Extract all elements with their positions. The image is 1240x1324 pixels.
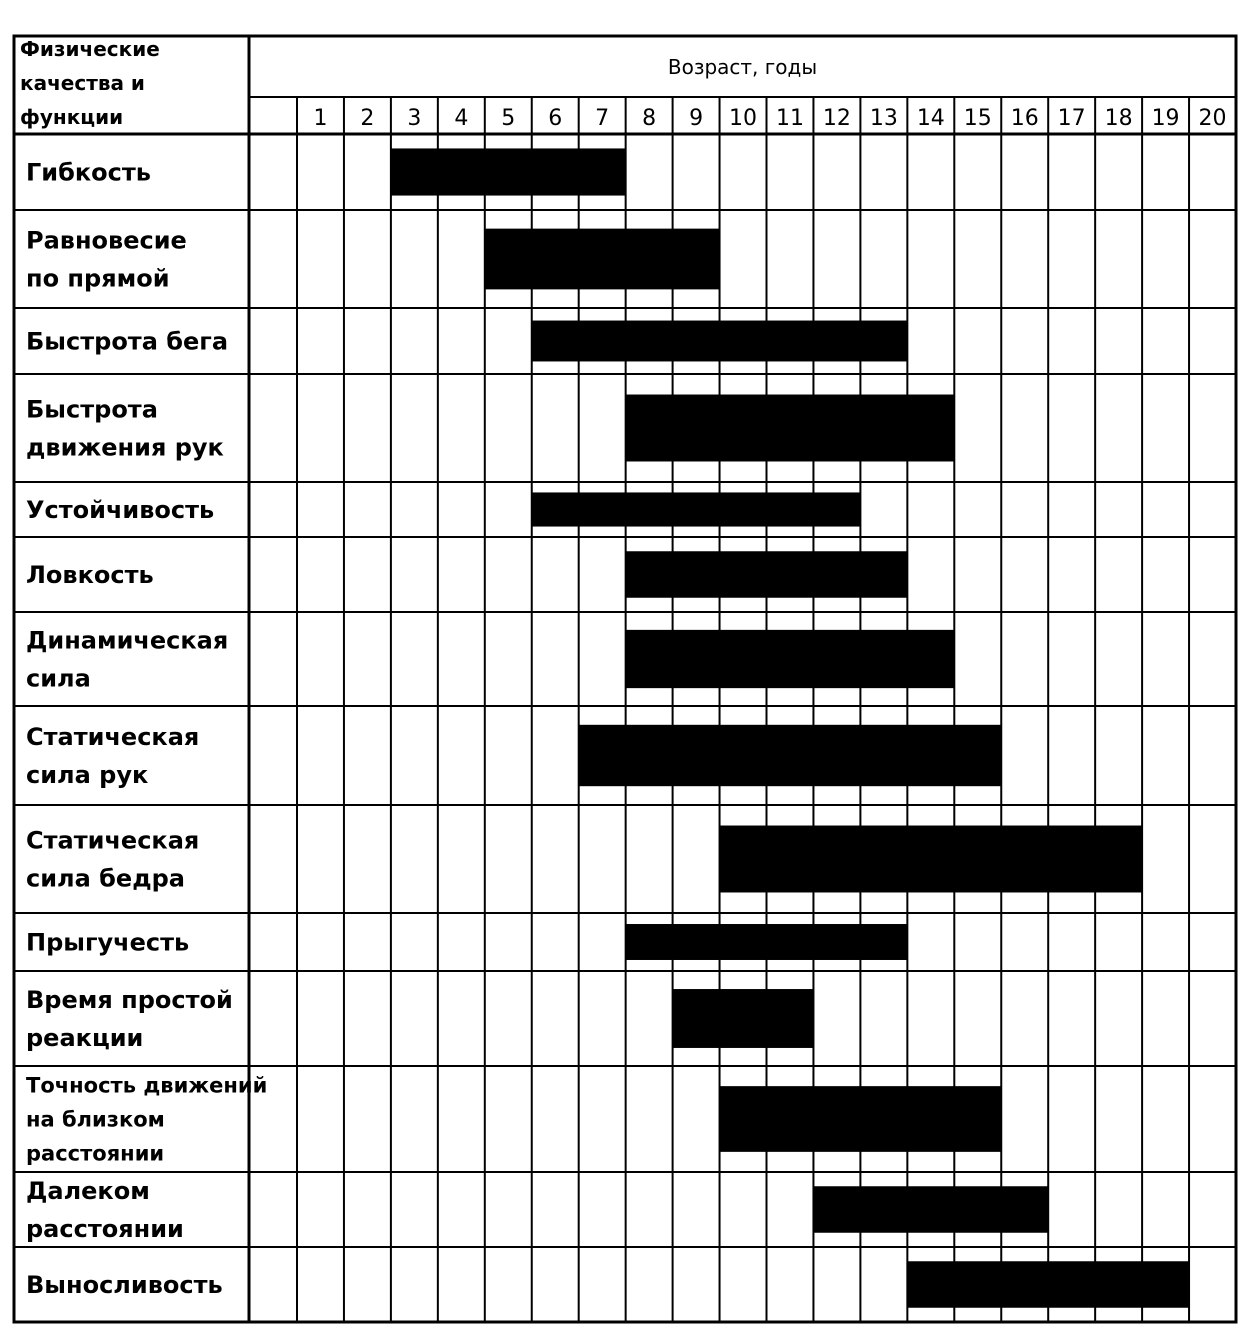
range-bar: [673, 989, 814, 1048]
tick-label: 15: [963, 106, 992, 131]
row-label: Статическая: [26, 826, 200, 855]
row-label: Точность движений: [26, 1073, 268, 1098]
row-header-text: функции: [20, 105, 124, 129]
range-bar: [532, 492, 861, 526]
tick-label: 1: [313, 106, 328, 131]
range-bar: [626, 551, 908, 598]
row-label: Равновесие: [26, 226, 187, 255]
range-bar: [485, 229, 720, 290]
row-label: расстоянии: [26, 1141, 165, 1166]
row-label: Прыгучесть: [26, 928, 190, 957]
row-header-text: Физические: [20, 37, 160, 61]
row-label: сила рук: [26, 761, 149, 790]
range-bar: [907, 1261, 1189, 1308]
range-bar: [626, 630, 955, 688]
row-label: сила бедра: [26, 864, 185, 893]
range-bar: [720, 1086, 1002, 1152]
tick-label: 4: [454, 106, 469, 131]
row-label: Устойчивость: [26, 496, 215, 525]
row-label: Статическая: [26, 723, 200, 752]
row-label: на близком: [26, 1107, 165, 1132]
row-label: Гибкость: [26, 158, 151, 187]
tick-label: 20: [1198, 106, 1227, 131]
tick-label: 8: [642, 106, 657, 131]
row-label: Динамическая: [26, 626, 229, 655]
tick-label: 5: [501, 106, 516, 131]
range-bar: [626, 924, 908, 960]
range-bar: [813, 1186, 1048, 1233]
range-bar: [532, 321, 908, 362]
tick-label: 13: [869, 106, 898, 131]
row-label: Быстрота бега: [26, 327, 229, 356]
tick-label: 16: [1010, 106, 1039, 131]
tick-label: 18: [1104, 106, 1133, 131]
row-label: по прямой: [26, 264, 170, 293]
row-label: Время простой: [26, 986, 233, 1015]
row-label: Далеком: [26, 1177, 150, 1206]
tick-label: 3: [407, 106, 422, 131]
range-bar: [720, 826, 1143, 893]
tick-label: 19: [1151, 106, 1180, 131]
row-label: Ловкость: [26, 561, 154, 590]
tick-label: 7: [595, 106, 610, 131]
row-label: расстоянии: [26, 1215, 184, 1244]
row-label: движения рук: [26, 433, 224, 462]
tick-label: 11: [775, 106, 804, 131]
range-bar: [391, 148, 626, 195]
tick-label: 12: [822, 106, 851, 131]
row-label: реакции: [26, 1024, 144, 1053]
column-header: Возраст, годы: [667, 55, 818, 79]
range-bar: [579, 725, 1002, 786]
row-header-text: качества и: [20, 71, 145, 95]
tick-label: 17: [1057, 106, 1086, 131]
row-label: Быстрота: [26, 395, 158, 424]
tick-label: 6: [548, 106, 563, 131]
tick-label: 2: [360, 106, 375, 131]
range-bar: [626, 395, 955, 462]
row-label: Выносливость: [26, 1271, 223, 1300]
tick-label: 14: [916, 106, 945, 131]
tick-label: 9: [689, 106, 704, 131]
tick-label: 10: [729, 106, 758, 131]
row-label: сила: [26, 664, 91, 693]
